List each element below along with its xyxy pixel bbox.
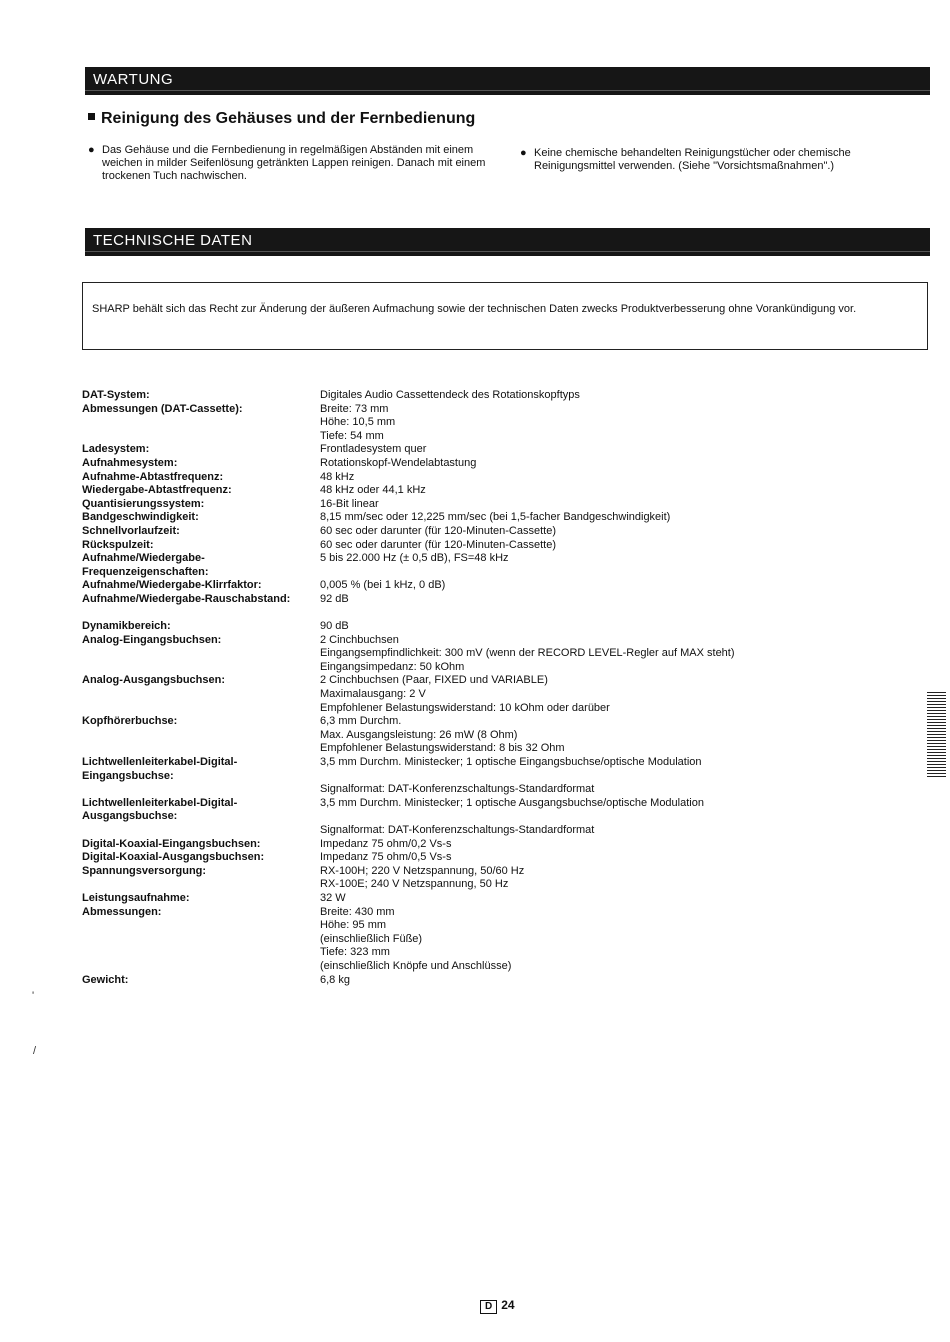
- spec-value: [320, 715, 842, 756]
- spec-value-line: 48 kHz: [320, 470, 355, 483]
- spec-label: Rückspulzeit:: [82, 538, 154, 551]
- spec-value: [320, 457, 842, 471]
- spec-value: [320, 797, 842, 838]
- spec-value-line: Impedanz 75 ohm/0,2 Vs-s: [320, 837, 452, 850]
- spec-label: Gewicht:: [82, 973, 129, 986]
- spec-value-line: 5 bis 22.000 Hz (± 0,5 dB), FS=48 kHz: [320, 552, 509, 565]
- spec-row: [82, 403, 842, 444]
- spec-value-line: Höhe: 95 mm: [320, 919, 387, 932]
- spec-label: Aufnahme/Wiedergabe-Frequenzeigenschaften:: [82, 552, 209, 578]
- spec-value-line: 60 sec oder darunter (für 120-Minuten-Cassette): [320, 538, 557, 551]
- spec-value-line: [320, 810, 842, 824]
- cleaning-subheading-text: Reinigung des Gehäuses und der Fernbedienung: [101, 110, 476, 127]
- spec-label: Aufnahme-Abtastfrequenz:: [82, 470, 224, 483]
- spec-label: Lichtwellenleiterkabel-Digital-Eingangsbuchse:: [82, 756, 238, 782]
- spec-row: [82, 593, 842, 620]
- spec-value-line: 6,8 kg: [320, 973, 350, 986]
- spec-value-line: [320, 566, 842, 580]
- spec-value-line: Rotationskopf-Wendelabtastung: [320, 456, 477, 469]
- spec-row: [82, 674, 842, 715]
- spec-row: [82, 756, 842, 797]
- spec-value-line: Signalformat: DAT-Konferenzschaltungs-Standardformat: [320, 824, 595, 836]
- spec-row: [82, 634, 842, 675]
- side-index-tab: [927, 692, 946, 778]
- specs-section-bar: [85, 228, 930, 256]
- spec-label: Abmessungen:: [82, 905, 162, 918]
- spec-value: [320, 634, 842, 675]
- spec-value: [320, 511, 842, 525]
- scan-mark: ': [32, 990, 35, 1002]
- spec-value-line: Tiefe: 54 mm: [320, 429, 384, 442]
- spec-row: [82, 620, 842, 634]
- cleaning-bullet-left: [88, 144, 494, 183]
- spec-label: Ladesystem:: [82, 443, 150, 456]
- spec-value: [320, 865, 842, 892]
- spec-value: [320, 620, 842, 634]
- spec-label: Bandgeschwindigkeit:: [82, 511, 199, 524]
- spec-value-line: 0,005 % (bei 1 kHz, 0 dB): [320, 579, 446, 592]
- spec-value-line: Breite: 430 mm: [320, 905, 395, 918]
- spec-value-line: [320, 770, 842, 784]
- spec-row: [82, 498, 842, 512]
- spec-value: [320, 838, 842, 852]
- spec-label: Wiedergabe-Abtastfrequenz:: [82, 484, 232, 497]
- spec-row: [82, 457, 842, 471]
- spec-value-line: Breite: 73 mm: [320, 402, 389, 415]
- bullet-dot-icon: ●: [520, 147, 527, 159]
- spec-row: [82, 797, 842, 838]
- spec-value: [320, 906, 842, 974]
- spec-value-line: 3,5 mm Durchm. Ministecker; 1 optische Eingangsbuchse/optische Modulation: [320, 756, 702, 769]
- spec-value-line: Eingangsimpedanz: 50 kOhm: [320, 660, 465, 673]
- spec-label: Lichtwellenleiterkabel-Digital-Ausgangsbuchse:: [82, 796, 238, 823]
- spec-row: [82, 525, 842, 539]
- spec-value-line: Eingangsempfindlichkeit: 300 mV (wenn der RECORD LEVEL-Regler auf MAX steht): [320, 647, 735, 660]
- spec-value: [320, 851, 842, 865]
- spec-label: Quantisierungssystem:: [82, 497, 205, 510]
- spec-label: Digital-Koaxial-Ausgangsbuchsen:: [82, 851, 265, 864]
- page-footer: [480, 1298, 515, 1314]
- spec-label: Aufnahmesystem:: [82, 456, 178, 469]
- spec-row: [82, 906, 842, 974]
- spec-value: [320, 443, 842, 457]
- spec-label: Leistungsaufnahme:: [82, 891, 190, 904]
- spec-label: Schnellvorlaufzeit:: [82, 524, 180, 537]
- spec-label: DAT-System:: [82, 389, 150, 401]
- spec-value: [320, 389, 842, 403]
- specs-table: [82, 389, 842, 987]
- spec-value-line: Tiefe: 323 mm: [320, 946, 390, 959]
- spec-value: [320, 539, 842, 553]
- spec-value: [320, 525, 842, 539]
- cleaning-subheading: [88, 110, 475, 128]
- spec-value: [320, 498, 842, 512]
- cleaning-bullet-right: [520, 147, 930, 173]
- spec-label: Aufnahme/Wiedergabe-Rauschabstand:: [82, 592, 291, 605]
- maintenance-heading: WARTUNG: [93, 71, 174, 88]
- spec-value: [320, 674, 842, 715]
- spec-label: Kopfhörerbuchse:: [82, 715, 178, 728]
- spec-value: [320, 579, 842, 593]
- spec-value: [320, 974, 842, 988]
- spec-row: [82, 539, 842, 553]
- spec-value: [320, 403, 842, 444]
- spec-value-line: (einschließlich Füße): [320, 932, 423, 945]
- spec-value: [320, 756, 842, 797]
- spec-row: [82, 389, 842, 403]
- spec-value-line: 2 Cinchbuchsen: [320, 633, 399, 646]
- spec-value-line: Maximalausgang: 2 V: [320, 688, 426, 701]
- spec-label: Spannungsversorgung:: [82, 864, 207, 877]
- scan-mark: /: [33, 1045, 37, 1057]
- spec-row: [82, 552, 842, 579]
- spec-value-line: Max. Ausgangsleistung: 26 mW (8 Ohm): [320, 728, 518, 741]
- spec-row: [82, 471, 842, 485]
- spec-value: [320, 593, 842, 620]
- spec-value-line: 60 sec oder darunter (für 120-Minuten-Cassette): [320, 524, 557, 537]
- cleaning-bullet-right-text: Keine chemische behandelten Reinigungstücher oder chemische Reinigungsmittel verwenden. (Siehe "Vorsichtsmaßnahmen".): [534, 147, 851, 172]
- spec-row: [82, 865, 842, 892]
- spec-label: Digital-Koaxial-Eingangsbuchsen:: [82, 837, 261, 850]
- spec-value-line: 8,15 mm/sec oder 12,225 mm/sec (bei 1,5-facher Bandgeschwindigkeit): [320, 511, 671, 524]
- spec-label: Aufnahme/Wiedergabe-Klirrfaktor:: [82, 579, 262, 592]
- spec-value: [320, 552, 842, 579]
- maintenance-section-bar: [85, 67, 930, 95]
- spec-value: [320, 484, 842, 498]
- spec-value-line: Digitales Audio Cassettendeck des Rotationskopftyps: [320, 389, 580, 401]
- spec-label: Dynamikbereich:: [82, 620, 171, 633]
- spec-label: Analog-Eingangsbuchsen:: [82, 633, 222, 646]
- spec-row: [82, 443, 842, 457]
- spec-value-line: 6,3 mm Durchm.: [320, 715, 402, 728]
- spec-row: [82, 892, 842, 906]
- spec-value-line: Empfohlener Belastungswiderstand: 8 bis 32 Ohm: [320, 742, 565, 755]
- spec-label: Abmessungen (DAT-Cassette):: [82, 402, 243, 415]
- bullet-dot-icon: ●: [88, 144, 95, 156]
- spec-row: [82, 838, 842, 852]
- spec-value-line: RX-100E; 240 V Netzspannung, 50 Hz: [320, 878, 509, 891]
- spec-value-line: Frontladesystem quer: [320, 443, 427, 456]
- spec-value-line: [320, 607, 842, 621]
- spec-value-line: Empfohlener Belastungswiderstand: 10 kOhm oder darüber: [320, 701, 610, 714]
- spec-row: [82, 511, 842, 525]
- spec-value-line: 92 dB: [320, 592, 349, 605]
- spec-value-line: 2 Cinchbuchsen (Paar, FIXED und VARIABLE): [320, 674, 548, 687]
- spec-row: [82, 715, 842, 756]
- spec-value-line: 3,5 mm Durchm. Ministecker; 1 optische Ausgangsbuchse/optische Modulation: [320, 796, 704, 809]
- language-code-box: D: [480, 1300, 497, 1314]
- spec-label: Analog-Ausgangsbuchsen:: [82, 674, 226, 687]
- spec-value-line: Impedanz 75 ohm/0,5 Vs-s: [320, 851, 452, 864]
- spec-value-line: 90 dB: [320, 620, 349, 633]
- spec-row: [82, 579, 842, 593]
- spec-value-line: (einschließlich Knöpfe und Anschlüsse): [320, 959, 512, 972]
- spec-value-line: 48 kHz oder 44,1 kHz: [320, 484, 426, 497]
- spec-value: [320, 892, 842, 906]
- change-notice-text: SHARP behält sich das Recht zur Änderung der äußeren Aufmachung sowie der technischen Daten zwecks Produktverbesserung ohne Vorankündigung vor.: [92, 303, 857, 315]
- square-bullet-icon: [88, 113, 95, 120]
- specs-heading: TECHNISCHE DATEN: [93, 232, 253, 249]
- change-notice-box: [82, 282, 928, 350]
- spec-row: [82, 974, 842, 988]
- spec-value-line: Höhe: 10,5 mm: [320, 416, 396, 429]
- spec-value-line: Signalformat: DAT-Konferenzschaltungs-Standardformat: [320, 783, 595, 796]
- spec-row: [82, 851, 842, 865]
- spec-value-line: RX-100H; 220 V Netzspannung, 50/60 Hz: [320, 864, 525, 877]
- spec-value-line: 16-Bit linear: [320, 497, 379, 510]
- page-number: 24: [501, 1298, 515, 1312]
- spec-value-line: 32 W: [320, 891, 346, 904]
- cleaning-bullet-left-text: Das Gehäuse und die Fernbedienung in regelmäßigen Abständen mit einem weichen in milder Seifenlösung getränkten Lappen reinigen. Danach mit einem trockenen Tuch nachwischen.: [102, 144, 486, 182]
- spec-row: [82, 484, 842, 498]
- spec-value: [320, 471, 842, 485]
